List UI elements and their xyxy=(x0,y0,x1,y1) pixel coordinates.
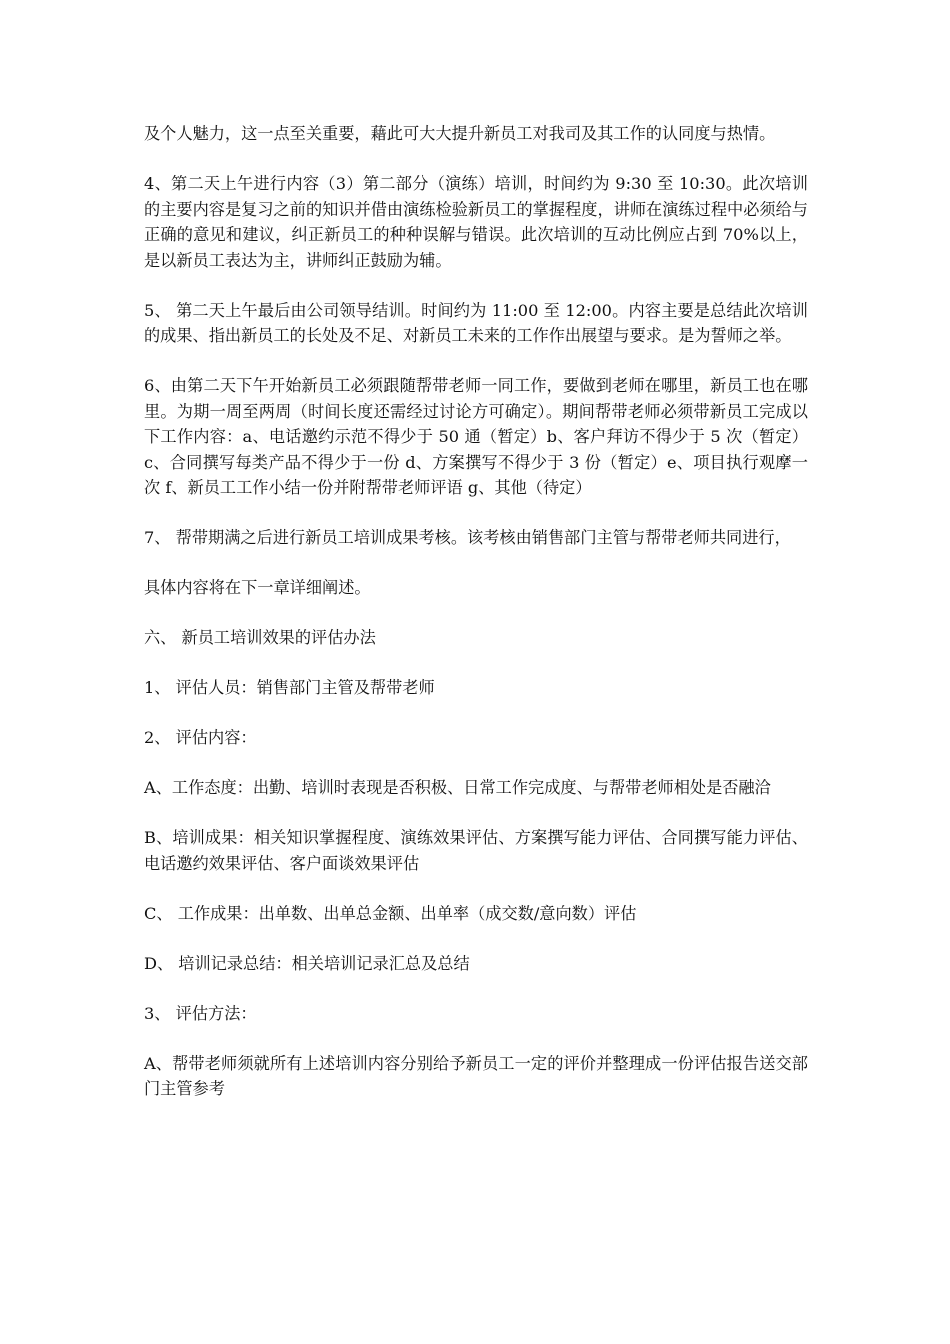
paragraph-next-chapter-note: 具体内容将在下一章详细阐述。 xyxy=(144,578,371,597)
paragraph-item-6: 6、由第二天下午开始新员工必须跟随帮带老师一同工作，要做到老师在哪里，新员工也在哪里。为期一周至两周（时间长度还需经过讨论方可确定）。期间帮带老师必须带新员工完成以下工作内容：a、电话邀约示范不得少于 50 通（暂定）b、客户拜访不得少于 5 次（暂定）c、合同撰写每类产品不得少于一份 d、方案撰写不得少于 3 份（暂定）e、项目执行观摩一次 f、新员工工作小结一份并附帮带老师评语 g、其他（待定） xyxy=(144,376,808,497)
paragraph-criterion-c-work-results: C、 工作成果：出单数、出单总金额、出单率（成交数/意向数）评估 xyxy=(144,903,637,923)
section-heading-evaluation: 六、 新员工培训效果的评估办法 xyxy=(144,628,376,647)
paragraph-evaluation-content: 2、 评估内容： xyxy=(144,728,257,747)
paragraph-criterion-d-records: D、 培训记录总结：相关培训记录汇总及总结 xyxy=(144,953,470,973)
paragraph-evaluators: 1、 评估人员：销售部门主管及帮带老师 xyxy=(144,678,435,697)
paragraph-item-4: 4、第二天上午进行内容（3）第二部分（演练）培训，时间约为 9:30 至 10:30。此次培训的主要内容是复习之前的知识并借由演练检验新员工的掌握程度，讲师在演练过程中必须给与正确的意见和建议，纠正新员工的种种误解与错误。此次培训的互动比例应占到 70%以上，是以新员工表达为主，讲师纠正鼓励为辅。 xyxy=(144,174,808,270)
paragraph-item-7: 7、 帮带期满之后进行新员工培训成果考核。该考核由销售部门主管与帮带老师共同进行， xyxy=(144,528,791,547)
paragraph-item-5: 5、 第二天上午最后由公司领导结训。时间约为 11:00 至 12:00。内容主要是总结此次培训的成果、指出新员工的长处及不足、对新员工未来的工作作出展望与要求。是为誓师之举。 xyxy=(144,300,808,345)
paragraph-criterion-a-attitude: A、工作态度：出勤、培训时表现是否积极、日常工作完成度、与帮带老师相处是否融洽 xyxy=(144,778,771,797)
paragraph-method-a: A、帮带老师须就所有上述培训内容分别给予新员工一定的评价并整理成一份评估报告送交部门主管参考 xyxy=(144,1053,808,1098)
document-page xyxy=(144,121,808,1126)
paragraph-intro-continuation: 及个人魅力，这一点至关重要，藉此可大大提升新员工对我司及其工作的认同度与热情。 xyxy=(144,124,776,143)
paragraph-evaluation-method: 3、 评估方法： xyxy=(144,1003,257,1023)
paragraph-criterion-b-results: B、培训成果：相关知识掌握程度、演练效果评估、方案撰写能力评估、合同撰写能力评估、电话邀约效果评估、客户面谈效果评估 xyxy=(144,828,808,873)
